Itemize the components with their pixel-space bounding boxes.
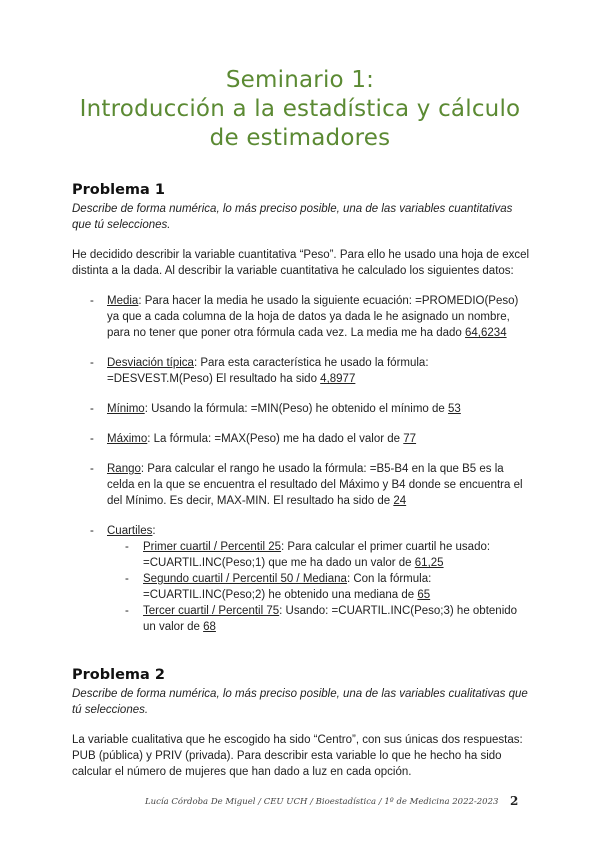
list-item-maximo (72, 431, 532, 447)
page-footer: Lucía Córdoba De Miguel / CEU UCH / Bioestadística / 1º de Medicina 2022-2023 (145, 797, 499, 807)
list-item-q3 (107, 603, 532, 635)
term-minimo: Mínimo (107, 403, 145, 415)
term-desviacion: Desviación típica (107, 357, 194, 369)
document-body (72, 180, 532, 780)
title-line-3: de estimadores (209, 125, 391, 151)
problema-2-intro: La variable cualitativa que he escogido ha sido “Centro”, con sus únicas dos respuestas: PUB (pública) y PRIV (privada). Para describir esta variable lo que he hecho ha sido calcular el número de mujeres que han dado a luz en cada opción. (72, 734, 523, 778)
problema-2-description: Describe de forma numérica, lo más preciso posible, una de las variables cualitativas que tú selecciones. (72, 688, 528, 716)
media-value: 64,6234 (465, 327, 507, 339)
term-media: Media (107, 295, 139, 307)
title-line-1: Seminario 1: (225, 67, 375, 93)
desviacion-value: 4,8977 (320, 373, 356, 385)
desviacion-text: : Para esta característica he usado la fórmula: =DESVEST.M(Peso) El resultado ha sido (107, 357, 429, 385)
problema-1-heading: Problema 1 (72, 182, 165, 198)
media-text: : Para hacer la media he usado la siguiente ecuación: =PROMEDIO(Peso) ya que a cada columna de la hoja de datos ya dada le he asignado un nombre, para no tener que poner otra fórmula cada vez. La media me ha dado (107, 295, 519, 339)
term-cuartiles: Cuartiles (107, 525, 153, 537)
statistics-list (72, 293, 532, 635)
term-q2: Segundo cuartil / Percentil 50 / Mediana (143, 573, 347, 585)
list-item-minimo (72, 401, 532, 417)
q3-text: : Usando: =CUARTIL.INC(Peso;3) he obtenido un valor de (143, 605, 518, 633)
cuartiles-sublist (107, 539, 532, 635)
cuartiles-colon: : (152, 525, 156, 537)
list-item-cuartiles (72, 523, 532, 635)
document-title (0, 66, 600, 153)
list-item-desviacion (72, 355, 532, 387)
problema-2-heading: Problema 2 (72, 667, 165, 683)
maximo-value: 77 (403, 433, 417, 445)
minimo-text: : Usando la fórmula: =MIN(Peso) he obtenido el mínimo de (144, 403, 449, 415)
problema-1-intro: He decidido describir la variable cuantitativa “Peso”. Para ello he usado una hoja de excel distinta a la dada. Al describir la variable cuantitativa he calculado los siguientes datos: (72, 249, 530, 277)
minimo-value: 53 (448, 403, 461, 415)
term-q1: Primer cuartil / Percentil 25 (143, 541, 282, 553)
page-number: 2 (510, 794, 519, 808)
q2-text: : Con la fórmula: =CUARTIL.INC(Peso;2) he obtenido una mediana de (143, 573, 432, 601)
rango-value: 24 (393, 495, 407, 507)
list-item-q2 (107, 571, 532, 603)
problema-2-section (72, 665, 532, 780)
q1-value: 61,25 (414, 557, 444, 569)
q2-value: 65 (417, 589, 431, 601)
q1-text: : Para calcular el primer cuartil he usado: =CUARTIL.INC(Peso;1) que me ha dado un valor de (143, 541, 491, 569)
term-rango: Rango (107, 463, 141, 475)
q3-value: 68 (203, 621, 216, 633)
maximo-text: : La fórmula: =MAX(Peso) me ha dado el valor de (147, 433, 404, 445)
title-line-2: Introducción a la estadística y cálculo (79, 96, 521, 122)
term-maximo: Máximo (107, 433, 148, 445)
rango-text: : Para calcular el rango he usado la fórmula: =B5-B4 en la que B5 es la celda en la que se encuentra el resultado del Máximo y B4 donde se encuentra el del Mínimo. Es decir, MAX-MIN. El resultado ha sido de (107, 463, 523, 507)
problema-1-description: Describe de forma numérica, lo más preciso posible, una de las variables cuantitativas que tú selecciones. (72, 203, 513, 231)
term-q3: Tercer cuartil / Percentil 75 (143, 605, 280, 617)
list-item-q1 (107, 539, 532, 571)
list-item-rango (72, 461, 532, 509)
list-item-media (72, 293, 532, 341)
